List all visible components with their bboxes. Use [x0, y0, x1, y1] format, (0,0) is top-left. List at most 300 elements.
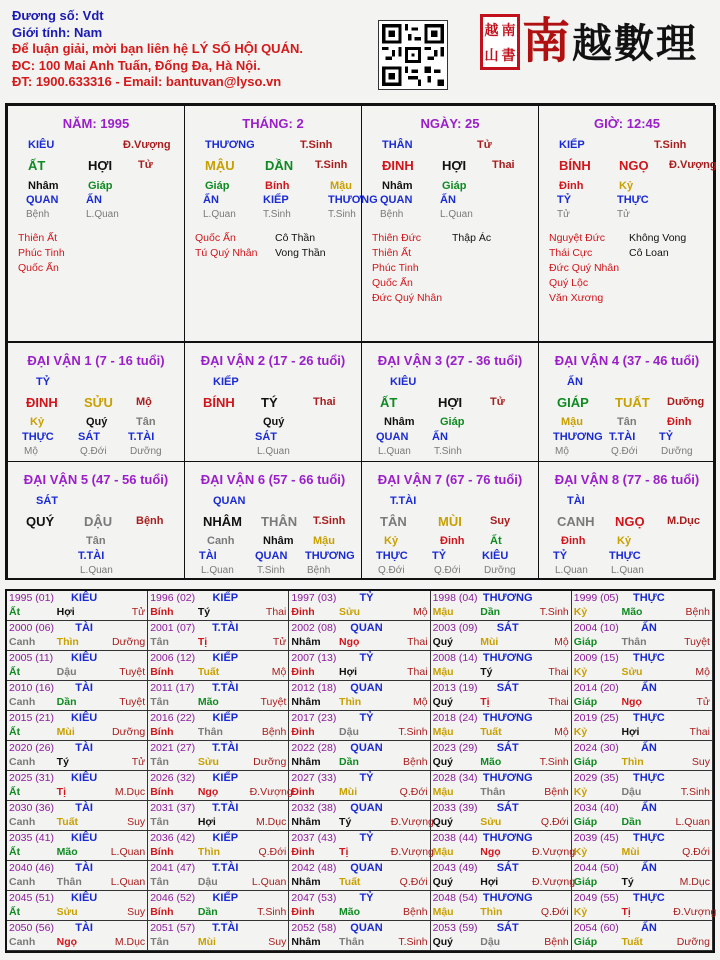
annual-pillar	[291, 816, 434, 828]
stage-top: Tử	[477, 139, 492, 151]
annual-branch: Dậu	[480, 936, 501, 948]
annual-cell[interactable]	[572, 771, 713, 801]
annual-branch: Mùi	[56, 726, 75, 738]
annual-stage: Tuyệt	[260, 696, 287, 708]
owner-name: Vdt	[82, 8, 104, 23]
annual-branch: Tý	[56, 756, 69, 768]
annual-branch: Mùi	[480, 636, 499, 648]
pillar-title: NGÀY: 25	[420, 116, 480, 131]
annual-pillar	[574, 816, 710, 828]
dai-van-box-3[interactable]	[538, 342, 716, 462]
annual-pillar	[9, 696, 145, 708]
annual-stem: Mậu	[432, 606, 454, 618]
annual-stem: Bính	[150, 906, 174, 918]
annual-stage: Tử	[131, 756, 146, 768]
annual-stem: Bính	[150, 786, 174, 798]
annual-year: 2000 (06)	[9, 622, 54, 634]
annual-stage: Tử	[696, 696, 710, 708]
annual-stem: Quý	[432, 816, 454, 828]
annual-cell[interactable]	[148, 681, 289, 711]
dai-van-box-6[interactable]	[361, 461, 539, 580]
annual-cell[interactable]	[148, 921, 289, 951]
hidden-stage: Tử	[557, 209, 570, 220]
gender-value: Nam	[73, 24, 103, 40]
annual-cell[interactable]	[148, 741, 289, 771]
hidden-god: TỶ	[557, 194, 572, 206]
annual-branch: Mùi	[339, 786, 358, 798]
annual-branch: Dậu	[621, 786, 642, 798]
annual-pillar	[9, 816, 145, 828]
annual-year: 2040 (46)	[9, 862, 54, 874]
hidden-god: ẤN	[440, 194, 456, 206]
annual-stage: Suy	[268, 936, 287, 948]
annual-pillar	[432, 846, 576, 858]
hidden-stem: Đinh	[561, 535, 586, 547]
annual-year: 2041 (47)	[150, 862, 196, 874]
hidden-stage: L.Quan	[555, 565, 588, 576]
hidden-stage: L.Quan	[611, 565, 644, 576]
annual-god: ẤN	[640, 742, 657, 754]
annual-cell[interactable]	[289, 711, 430, 741]
annual-stage: T.Sinh	[539, 756, 569, 768]
annual-cell[interactable]	[7, 801, 148, 831]
annual-cell[interactable]	[148, 801, 289, 831]
hidden-god: ẤN	[432, 431, 448, 443]
hidden-stage: T.Sinh	[263, 209, 291, 220]
annual-cell[interactable]	[431, 801, 572, 831]
pillar-title: THÁNG: 2	[242, 116, 304, 131]
annual-stage: Bệnh	[544, 786, 569, 798]
annual-god: KIẾP	[212, 772, 239, 784]
gender-label: Giới tính:	[12, 24, 74, 40]
annual-pillar	[150, 786, 293, 798]
annual-cell[interactable]	[7, 861, 148, 891]
annual-branch: Hợi	[339, 666, 358, 678]
hidden-stage: L.Quan	[203, 209, 236, 220]
hidden-stem: Kỷ	[30, 416, 45, 428]
annual-cell[interactable]	[148, 891, 289, 921]
heavenly-stem: MẬU	[205, 158, 235, 173]
annual-branch: Tị	[339, 846, 349, 858]
annual-year: 2052 (58)	[291, 922, 337, 934]
stars-good	[549, 231, 619, 306]
hidden-stem: Kỷ	[617, 535, 632, 547]
star-item: Quý Lộc	[549, 277, 589, 289]
annual-stage: Tuyệt	[119, 666, 146, 678]
pillar-box-1[interactable]	[184, 105, 378, 342]
dai-van-stage: Suy	[490, 515, 511, 527]
annual-god: KIẾP	[212, 892, 239, 904]
annual-branch: Thân	[56, 876, 82, 888]
annual-branch: Dậu	[197, 876, 218, 888]
hidden-stem: Giáp	[205, 180, 230, 192]
annual-god: QUAN	[350, 742, 383, 754]
annual-god: KIẾP	[212, 712, 239, 724]
annual-cell[interactable]	[431, 591, 572, 621]
annual-stage: L.Quan	[110, 846, 146, 858]
pillar-box-2[interactable]	[361, 105, 539, 342]
annual-cell[interactable]	[148, 831, 289, 861]
annual-pillar	[9, 846, 145, 858]
annual-year: 2001 (07)	[150, 622, 196, 634]
annual-cell[interactable]	[7, 591, 148, 621]
annual-stage: L.Quan	[110, 876, 146, 888]
annual-cell[interactable]	[431, 711, 572, 741]
annual-god: TỶ	[359, 892, 374, 904]
annual-god: QUAN	[350, 802, 383, 814]
annual-cell[interactable]	[7, 921, 148, 951]
annual-cell[interactable]	[572, 831, 713, 861]
annual-cell[interactable]	[148, 621, 289, 651]
annual-year: 2025 (31)	[9, 772, 54, 784]
annual-year: 2031 (37)	[150, 802, 196, 814]
annual-year: 2017 (23)	[291, 712, 337, 724]
annual-stem: Đinh	[291, 786, 315, 798]
hidden-stem: Giáp	[88, 180, 113, 192]
annual-god: KIÊU	[70, 592, 98, 604]
annual-cell[interactable]	[289, 831, 434, 861]
annual-branch: Thân	[197, 726, 223, 738]
annual-branch: Tị	[480, 696, 490, 708]
stem-god: KIẾP	[559, 139, 585, 151]
annual-god: QUAN	[350, 682, 383, 694]
annual-stem: Canh	[9, 696, 36, 708]
hidden-stage: T.Sinh	[257, 565, 285, 576]
dai-van-box-5[interactable]	[184, 461, 362, 580]
hidden-god: THỰC	[376, 550, 408, 562]
annual-cell[interactable]	[431, 621, 572, 651]
dai-van-god: KIẾP	[213, 376, 239, 388]
annual-stem: Nhâm	[291, 816, 321, 828]
dai-van-box-0[interactable]	[7, 342, 185, 462]
annual-pillar	[150, 666, 286, 678]
annual-god: SÁT	[496, 862, 519, 874]
dai-van-branch: SỬU	[84, 395, 113, 410]
hidden-stage: Tử	[617, 209, 630, 220]
annual-year: 2013 (19)	[432, 682, 478, 694]
annual-cell[interactable]	[148, 651, 289, 681]
annual-branch: Tý	[339, 816, 352, 828]
annual-god: THỰC	[633, 712, 665, 724]
annual-cell[interactable]	[289, 681, 430, 711]
annual-stage: Q.Đới	[399, 876, 428, 888]
dai-van-god: T.TÀI	[390, 495, 417, 507]
annual-cell[interactable]	[572, 741, 713, 771]
annual-cell[interactable]	[572, 621, 713, 651]
annual-cell[interactable]	[431, 921, 572, 951]
star-item: Thiên Ất	[18, 232, 58, 244]
annual-stem: Đinh	[291, 906, 315, 918]
annual-stage: T.Sinh	[539, 606, 569, 618]
annual-year: 2030 (36)	[9, 802, 54, 814]
annual-cell[interactable]	[572, 921, 713, 951]
annual-year: 2016 (22)	[150, 712, 196, 724]
annual-god: THỰC	[633, 652, 665, 664]
hidden-god: THƯƠNG	[328, 194, 378, 206]
hidden-stage: Bệnh	[26, 209, 50, 220]
stars-good	[18, 231, 65, 276]
annual-stage: Dưỡng	[111, 726, 146, 738]
dai-van-stage: Mộ	[136, 396, 152, 408]
annual-god: THỰC	[633, 592, 665, 604]
annual-pillar	[433, 696, 569, 708]
hidden-stem: Đinh	[440, 535, 465, 547]
annual-pillar	[433, 816, 569, 828]
annual-cell[interactable]	[431, 831, 576, 861]
annual-pillar	[291, 846, 434, 858]
annual-branch: Hợi	[621, 726, 640, 738]
annual-pillar	[291, 786, 427, 798]
annual-pillar	[574, 636, 710, 648]
star-item: Tú Quý Nhân	[195, 247, 258, 259]
annual-god: KIÊU	[70, 832, 98, 844]
annual-cell[interactable]	[148, 771, 293, 801]
annual-year: 2018 (24)	[432, 712, 478, 724]
annual-cell[interactable]	[289, 741, 430, 771]
annual-stage: T.Sinh	[257, 906, 287, 918]
hidden-stem: Ất	[490, 535, 502, 547]
stage-top: T.Sinh	[300, 139, 333, 151]
hidden-god: THƯƠNG	[553, 431, 603, 443]
hidden-stem: Nhâm	[28, 180, 59, 192]
annual-year: 2054 (60)	[573, 922, 619, 934]
annual-branch: Mão	[480, 756, 502, 768]
annual-year: 2022 (28)	[291, 742, 337, 754]
annual-pillar	[573, 906, 717, 918]
dai-van-box-7[interactable]	[538, 461, 716, 580]
annual-branch: Dậu	[56, 666, 77, 678]
annual-cell[interactable]	[431, 771, 572, 801]
annual-cell[interactable]	[289, 921, 430, 951]
annual-year: 2027 (33)	[291, 772, 337, 784]
annual-pillar	[9, 906, 145, 918]
heavenly-stem: BÍNH	[559, 158, 591, 173]
annual-year: 2019 (25)	[573, 712, 619, 724]
star-item: Cô Loan	[629, 247, 669, 259]
pillar-box-0[interactable]	[7, 105, 185, 342]
annual-pillar	[574, 846, 710, 858]
dai-van-box-2[interactable]	[361, 342, 539, 462]
annual-cell[interactable]	[289, 651, 430, 681]
annual-pillar	[432, 876, 576, 888]
annual-cell[interactable]	[289, 801, 434, 831]
annual-stem: Ất	[9, 786, 21, 798]
annual-year: 2021 (27)	[150, 742, 196, 754]
dai-van-box-4[interactable]	[7, 461, 185, 580]
annual-stage: T.Sinh	[398, 936, 428, 948]
annual-pillar	[291, 726, 427, 738]
dai-van-stem: BÍNH	[203, 395, 235, 410]
annual-stem: Kỷ	[573, 606, 588, 618]
dai-van-god: QUAN	[213, 495, 246, 507]
annual-cell[interactable]	[431, 651, 572, 681]
annual-cell[interactable]	[431, 891, 572, 921]
annual-god: TÀI	[75, 862, 93, 874]
annual-year: 2023 (29)	[432, 742, 478, 754]
hidden-stem: Mậu	[313, 535, 335, 547]
annual-branch: Thân	[339, 936, 365, 948]
annual-year: 2020 (26)	[9, 742, 54, 754]
annual-cell[interactable]	[572, 711, 713, 741]
annual-stage: Bệnh	[685, 606, 710, 618]
dai-van-title: ĐẠI VẬN 4 (37 - 46 tuổi)	[554, 353, 700, 368]
annual-god: THƯƠNG	[482, 772, 533, 784]
annual-stage: Thai	[548, 696, 569, 708]
annual-cell[interactable]	[572, 861, 713, 891]
annual-cell[interactable]	[289, 591, 430, 621]
annual-stage: Dưỡng	[111, 636, 146, 648]
hidden-god: THỰC	[22, 431, 54, 443]
annual-cell[interactable]	[572, 681, 713, 711]
annual-stem: Nhâm	[291, 876, 321, 888]
annual-cell[interactable]	[7, 621, 148, 651]
annual-god: KIÊU	[70, 892, 98, 904]
annual-stem: Bính	[150, 666, 174, 678]
annual-year: 2002 (08)	[291, 622, 337, 634]
annual-stem: Canh	[9, 636, 36, 648]
annual-stem: Nhâm	[291, 756, 321, 768]
annual-cell[interactable]	[7, 741, 148, 771]
dai-van-branch: TÝ	[261, 395, 278, 410]
annual-cell[interactable]	[289, 891, 430, 921]
annual-stem: Canh	[9, 756, 36, 768]
annual-cell[interactable]	[148, 711, 289, 741]
annual-stem: Kỷ	[573, 906, 588, 918]
annual-pillar	[9, 876, 145, 888]
annual-stage: Thai	[548, 666, 569, 678]
annual-cell[interactable]	[7, 711, 148, 741]
annual-stage: Đ.Vượng	[673, 906, 717, 918]
annual-stage: Q.Đới	[399, 786, 428, 798]
star-item: Cô Thần	[275, 232, 316, 244]
dai-van-god: TÀI	[567, 495, 585, 507]
annual-stage: Dưỡng	[676, 936, 710, 948]
annual-branch: Mùi	[197, 936, 216, 948]
annual-cell[interactable]	[431, 741, 572, 771]
annual-pillar	[574, 876, 710, 888]
annual-stem: Nhâm	[291, 936, 321, 948]
annual-branch: Tuất	[197, 666, 220, 678]
annual-year: 2038 (44)	[432, 832, 478, 844]
annual-stem: Giáp	[573, 696, 598, 708]
annual-year: 2044 (50)	[573, 862, 619, 874]
annual-stem: Đinh	[291, 726, 315, 738]
annual-branch: Tuất	[621, 936, 643, 948]
annual-cell[interactable]	[572, 651, 713, 681]
annual-stem: Kỷ	[573, 846, 588, 858]
annual-god: TỶ	[359, 592, 374, 604]
stars-bad	[629, 231, 686, 261]
annual-cell[interactable]	[431, 861, 576, 891]
annual-stem: Mậu	[432, 726, 454, 738]
annual-god: THỰC	[633, 832, 665, 844]
dai-van-stem: CANH	[557, 514, 595, 529]
hidden-stem: Mậu	[561, 416, 583, 428]
annual-branch: Dần	[339, 756, 359, 768]
annual-pillar	[433, 666, 569, 678]
annual-cell[interactable]	[289, 621, 430, 651]
annual-god: THƯƠNG	[482, 892, 533, 904]
annual-stage: Dưỡng	[253, 756, 287, 768]
annual-cell[interactable]	[7, 681, 148, 711]
logo-text: 南越數理	[522, 12, 699, 69]
annual-cell[interactable]	[289, 861, 430, 891]
annual-pillar	[9, 936, 145, 948]
annual-stem: Giáp	[573, 936, 598, 948]
hidden-stem: Đinh	[559, 180, 584, 192]
annual-branch: Thìn	[621, 756, 644, 768]
annual-year: 1997 (03)	[291, 592, 337, 604]
annual-cell[interactable]	[7, 651, 148, 681]
annual-stage: Thai	[689, 726, 710, 738]
annual-stage: L.Quan	[251, 876, 287, 888]
pillar-box-3[interactable]	[538, 105, 716, 342]
hidden-god: KIẾP	[263, 194, 289, 206]
star-item: Quốc Ấn	[195, 232, 236, 244]
annual-pillar	[291, 876, 427, 888]
annual-stem: Bính	[150, 606, 174, 618]
annual-god: SÁT	[496, 622, 519, 634]
annual-branch: Thìn	[197, 846, 221, 858]
annual-year: 2029 (35)	[573, 772, 619, 784]
annual-branch: Tị	[621, 906, 631, 918]
annual-stage: T.Sinh	[398, 726, 428, 738]
annual-cell[interactable]	[7, 831, 148, 861]
annual-cell[interactable]	[148, 861, 289, 891]
annual-year: 2035 (41)	[9, 832, 54, 844]
annual-year: 2015 (21)	[9, 712, 54, 724]
annual-cell[interactable]	[572, 591, 713, 621]
annual-stem: Bính	[150, 846, 174, 858]
annual-stage: Mộ	[412, 696, 428, 708]
annual-cell[interactable]	[572, 891, 717, 921]
hidden-stage: Mộ	[24, 446, 38, 457]
annual-cell[interactable]	[289, 771, 430, 801]
dai-van-box-1[interactable]	[184, 342, 362, 462]
annual-cell[interactable]	[572, 801, 713, 831]
annual-god: TỶ	[359, 712, 374, 724]
hidden-stem: Kỷ	[384, 535, 399, 547]
hidden-god: THỰC	[617, 194, 649, 206]
annual-pillar	[433, 786, 569, 798]
hidden-stage: Dưỡng	[130, 446, 162, 457]
annual-branch: Tị	[197, 636, 208, 648]
annual-cell[interactable]	[148, 591, 289, 621]
annual-cell[interactable]	[431, 681, 572, 711]
annual-stem: Giáp	[573, 816, 598, 828]
annual-branch: Sửu	[56, 906, 78, 918]
stars-bad	[275, 231, 326, 261]
hidden-stem: Canh	[207, 535, 235, 547]
qr-code-icon[interactable]	[378, 20, 448, 90]
hidden-stage: Mộ	[555, 446, 569, 457]
annual-year: 2039 (45)	[573, 832, 619, 844]
annual-stage: Tuyệt	[119, 696, 146, 708]
annual-god: ẤN	[640, 922, 657, 934]
annual-branch: Ngọ	[621, 696, 642, 708]
dai-van-title: ĐẠI VẬN 8 (77 - 86 tuổi)	[554, 472, 700, 487]
hidden-stage: T.Sinh	[434, 446, 462, 457]
annual-stem: Ất	[9, 726, 21, 738]
annual-cell[interactable]	[7, 771, 148, 801]
chart-header	[12, 8, 303, 91]
annual-stem: Tân	[150, 756, 169, 768]
annual-stem: Canh	[9, 816, 36, 828]
hidden-god: ẤN	[86, 194, 102, 206]
annual-stage: Đ.Vượng	[390, 846, 434, 858]
annual-stem: Mậu	[432, 786, 454, 798]
annual-cell[interactable]	[7, 891, 148, 921]
